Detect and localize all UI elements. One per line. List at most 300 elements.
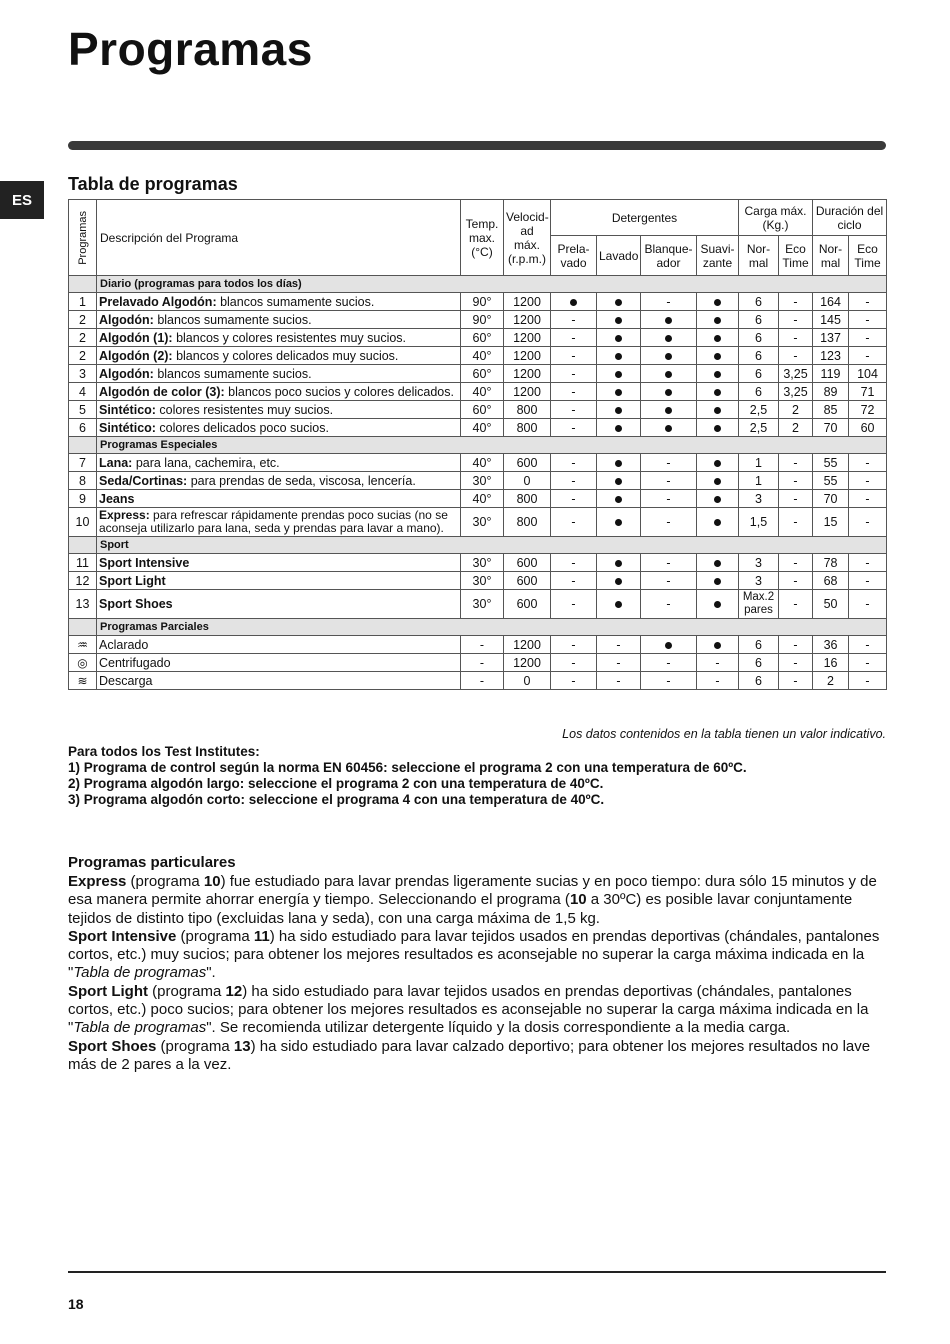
group-label: Programas Especiales [97,437,887,454]
bullet-dot-icon [615,425,622,432]
program-detail: blancos y colores resistentes muy sucios. [172,330,407,345]
prewash-cell: - [551,554,597,572]
bleach-cell [641,311,697,329]
bullet-dot-icon [714,425,721,432]
program-name: Lana: [99,455,133,470]
softener-cell [697,508,739,537]
bleach-cell [641,636,697,654]
program-number: 8 [69,472,97,490]
load-eco-cell: - [779,554,813,572]
temp-header: Temp. max. (°C) [461,200,504,276]
wash-cell [597,590,641,619]
load-eco-cell: - [779,508,813,537]
temp-cell: - [461,636,504,654]
bullet-dot-icon [665,389,672,396]
program-detail: para prendas de seda, viscosa, lencería. [187,473,416,488]
bullet-dot-icon [665,407,672,414]
speed-cell: 800 [504,490,551,508]
programs-header: Programas [69,200,97,276]
test-line: 3) Programa algodón corto: seleccione el programa 4 con una temperatura de 40ºC. [68,792,605,807]
table-row [69,590,887,619]
load-normal-cell: 6 [739,329,779,347]
softener-cell: - [697,672,739,690]
prewash-cell: - [551,572,597,590]
table-group-row [69,619,887,636]
section-title: Tabla de programas [68,174,238,194]
prewash-cell: - [551,654,597,672]
bleach-cell: - [641,554,697,572]
program-description [97,508,461,537]
sport-intensive-paragraph: Sport Intensive (programa 11) ha sido estudiado para lavar tejidos usados en prendas deportivas (chándales, pantalones cortos, etc.) muy sucios; para obtener los mejores resultados es aconsejable no superar la carga máxima indicada en la "Tabla de programas". [68,927,880,982]
program-description [97,383,461,401]
table-row [69,293,887,311]
load-eco-cell: - [779,347,813,365]
program-name: Sintético: [99,402,156,417]
duration-normal-cell: 68 [813,572,849,590]
bullet-dot-icon [714,578,721,585]
program-name: Algodón (2): [99,348,173,363]
duration-eco-header: Eco Time [849,236,887,276]
speed-cell: 1200 [504,383,551,401]
bleach-cell: - [641,672,697,690]
program-description [97,472,461,490]
bleach-cell: - [641,490,697,508]
prewash-cell: - [551,419,597,437]
load-eco-cell: - [779,654,813,672]
bullet-dot-icon [714,299,721,306]
duration-eco-cell: - [849,572,887,590]
program-description [97,590,461,619]
prewash-cell: - [551,672,597,690]
program-number: 2 [69,311,97,329]
program-description [97,490,461,508]
load-header: Carga máx. (Kg.) [739,200,813,236]
bleach-header: Blanque- ador [641,236,697,276]
program-detail: Centrifugado [99,655,171,670]
duration-normal-cell: 2 [813,672,849,690]
bullet-dot-icon [714,460,721,467]
load-eco-cell: - [779,293,813,311]
wash-cell [597,329,641,347]
softener-header: Suavi- zante [697,236,739,276]
program-name: Express: [99,508,150,522]
load-normal-cell: 6 [739,654,779,672]
duration-eco-cell: - [849,293,887,311]
softener-cell [697,572,739,590]
bullet-dot-icon [665,317,672,324]
temp-cell: 90° [461,293,504,311]
table-row [69,654,887,672]
load-eco-cell: - [779,672,813,690]
group-spacer [69,619,97,636]
duration-normal-cell: 50 [813,590,849,619]
duration-eco-cell: - [849,508,887,537]
load-normal-cell: 6 [739,636,779,654]
bullet-dot-icon [665,642,672,649]
load-normal-cell: 3 [739,554,779,572]
footer-divider [68,1271,886,1273]
load-normal-header: Nor- mal [739,236,779,276]
softener-cell [697,383,739,401]
bullet-dot-icon [615,299,622,306]
bleach-cell [641,401,697,419]
wash-cell [597,365,641,383]
speed-cell: 1200 [504,329,551,347]
table-group-row [69,537,887,554]
bullet-dot-icon [714,560,721,567]
prewash-cell: - [551,454,597,472]
bullet-dot-icon [615,371,622,378]
program-name: Prelavado Algodón: [99,294,217,309]
table-row [69,490,887,508]
duration-eco-cell: 60 [849,419,887,437]
load-normal-cell: 1 [739,472,779,490]
wash-cell [597,347,641,365]
load-normal-cell: 6 [739,365,779,383]
load-eco-header: Eco Time [779,236,813,276]
table-row [69,311,887,329]
program-number: 4 [69,383,97,401]
bullet-dot-icon [714,353,721,360]
temp-cell: 40° [461,454,504,472]
duration-normal-cell: 137 [813,329,849,347]
duration-normal-cell: 15 [813,508,849,537]
load-eco-cell: 2 [779,401,813,419]
page-title: Programas [68,23,313,75]
speed-cell: 800 [504,508,551,537]
program-number: 5 [69,401,97,419]
softener-cell [697,472,739,490]
detergents-header: Detergentes [551,200,739,236]
prewash-cell: - [551,347,597,365]
title-divider [68,141,886,150]
wash-cell [597,508,641,537]
table-row [69,472,887,490]
program-detail: blancos sumamente sucios. [153,312,312,327]
bleach-cell: - [641,293,697,311]
softener-cell [697,454,739,472]
wash-cell [597,490,641,508]
program-name: Seda/Cortinas: [99,473,188,488]
bleach-cell: - [641,472,697,490]
bullet-dot-icon [615,407,622,414]
wash-cell [597,383,641,401]
duration-normal-cell: 70 [813,490,849,508]
bullet-dot-icon [615,560,622,567]
load-eco-cell: - [779,590,813,619]
temp-cell: 30° [461,554,504,572]
program-description [97,636,461,654]
prewash-cell: - [551,590,597,619]
softener-cell [697,311,739,329]
bullet-dot-icon [615,460,622,467]
group-spacer [69,437,97,454]
duration-eco-cell: - [849,490,887,508]
temp-cell: 30° [461,590,504,619]
duration-normal-cell: 78 [813,554,849,572]
group-spacer [69,537,97,554]
duration-eco-cell: 71 [849,383,887,401]
speed-cell: 800 [504,419,551,437]
bullet-dot-icon [714,335,721,342]
test-line: 1) Programa de control según la norma EN 60456: seleccione el programa 2 con una temperatura de 60ºC. [68,760,747,775]
program-number: 1 [69,293,97,311]
temp-cell: 60° [461,329,504,347]
load-eco-cell: - [779,572,813,590]
speed-cell: 1200 [504,347,551,365]
program-description [97,554,461,572]
speed-cell: 0 [504,672,551,690]
duration-eco-cell: 104 [849,365,887,383]
table-row [69,347,887,365]
group-label: Sport [97,537,887,554]
bullet-dot-icon [615,389,622,396]
table-group-row [69,276,887,293]
wash-cell [597,419,641,437]
bullet-dot-icon [714,496,721,503]
bullet-dot-icon [615,519,622,526]
program-number: 13 [69,590,97,619]
load-normal-cell: 3 [739,490,779,508]
bullet-dot-icon [714,389,721,396]
softener-cell [697,636,739,654]
program-description [97,419,461,437]
prewash-cell [551,293,597,311]
load-eco-cell: - [779,311,813,329]
duration-normal-cell: 89 [813,383,849,401]
program-detail: para lana, cachemira, etc. [132,455,280,470]
bleach-cell: - [641,508,697,537]
speed-cell: 1200 [504,365,551,383]
speed-cell: 0 [504,472,551,490]
temp-cell: 40° [461,419,504,437]
drain-icon: ≋ [77,673,88,688]
duration-eco-cell: - [849,472,887,490]
page-number: 18 [68,1296,84,1312]
program-number: 10 [69,508,97,537]
table-row [69,419,887,437]
wash-cell: - [597,636,641,654]
indicative-note: Los datos contenidos en la tabla tienen un valor indicativo. [562,727,886,741]
program-description [97,329,461,347]
load-normal-cell: 6 [739,672,779,690]
program-name: Sport Intensive [99,555,190,570]
load-eco-cell: 3,25 [779,365,813,383]
program-number: 2 [69,329,97,347]
load-normal-cell: 2,5 [739,401,779,419]
softener-cell [697,490,739,508]
program-description [97,311,461,329]
programs-table [68,199,887,690]
load-eco-cell: - [779,329,813,347]
wash-header: Lavado [597,236,641,276]
temp-cell: - [461,654,504,672]
bleach-cell: - [641,654,697,672]
table-row [69,329,887,347]
program-name: Sport Light [99,573,166,588]
bleach-cell: - [641,572,697,590]
prewash-cell: - [551,401,597,419]
table-group-row [69,437,887,454]
softener-cell [697,401,739,419]
table-row [69,572,887,590]
prewash-cell: - [551,490,597,508]
softener-cell [697,365,739,383]
duration-normal-cell: 145 [813,311,849,329]
bullet-dot-icon [714,601,721,608]
bullet-dot-icon [615,353,622,360]
temp-cell: 90° [461,311,504,329]
program-detail: colores resistentes muy sucios. [155,402,334,417]
rinse-icon: ♒ [77,637,88,652]
bleach-cell [641,365,697,383]
wash-cell: - [597,654,641,672]
program-name: Algodón (1): [99,330,173,345]
description-header: Descripción del Programa [97,200,461,276]
wash-cell [597,311,641,329]
duration-eco-cell: - [849,329,887,347]
temp-cell: 60° [461,365,504,383]
load-eco-cell: - [779,472,813,490]
duration-eco-cell: - [849,590,887,619]
table-row [69,383,887,401]
program-name: Jeans [99,491,135,506]
speed-cell: 600 [504,554,551,572]
load-normal-cell: 1 [739,454,779,472]
speed-cell: 1200 [504,293,551,311]
load-eco-cell: 3,25 [779,383,813,401]
speed-cell: 1200 [504,311,551,329]
program-number: 11 [69,554,97,572]
program-number: 6 [69,419,97,437]
load-normal-cell: Max.2 pares [739,590,779,619]
bullet-dot-icon [570,299,577,306]
prewash-header: Prela- vado [551,236,597,276]
wash-cell [597,554,641,572]
softener-cell [697,329,739,347]
speed-cell: 1200 [504,636,551,654]
bullet-dot-icon [714,519,721,526]
speed-cell: 800 [504,401,551,419]
load-normal-cell: 6 [739,383,779,401]
program-detail: blancos sumamente sucios. [216,294,375,309]
speed-cell: 600 [504,454,551,472]
table-row [69,401,887,419]
program-description [97,365,461,383]
load-normal-cell: 6 [739,293,779,311]
bullet-dot-icon [665,335,672,342]
duration-eco-cell: - [849,454,887,472]
softener-cell [697,590,739,619]
bullet-dot-icon [615,496,622,503]
temp-cell: 60° [461,401,504,419]
bleach-cell: - [641,590,697,619]
prewash-cell: - [551,365,597,383]
test-line: 2) Programa algodón largo: seleccione el programa 2 con una temperatura de 40ºC. [68,776,604,791]
duration-eco-cell: - [849,654,887,672]
bullet-dot-icon [665,425,672,432]
sport-shoes-paragraph: Sport Shoes (programa 13) ha sido estudiado para lavar calzado deportivo; para obtener los mejores resultados no lave más de 2 pares a la vez. [68,1037,871,1073]
program-description [97,401,461,419]
language-tab: ES [0,181,44,219]
bullet-dot-icon [665,371,672,378]
bullet-dot-icon [615,478,622,485]
program-detail: blancos poco sucios y colores delicados. [224,384,454,399]
program-name: Algodón: [99,312,154,327]
prewash-cell: - [551,636,597,654]
prewash-cell: - [551,472,597,490]
duration-normal-cell: 16 [813,654,849,672]
group-spacer [69,276,97,293]
bullet-dot-icon [714,642,721,649]
express-paragraph: Express (programa 10) fue estudiado para lavar prendas ligeramente sucias y en poco tiempo: dura sólo 15 minutos y de esa manera permite ahorrar energía y tiempo. Seleccionando el programa (10 a 30ºC) es posible lavar conjuntamente tejidos de distinto tipo (excluidas lana y seda), con una carga máxima de 1,5 kg. [68,873,877,927]
program-description [97,293,461,311]
prewash-cell: - [551,329,597,347]
softener-cell: - [697,654,739,672]
table-row [69,554,887,572]
duration-normal-cell: 123 [813,347,849,365]
sport-light-paragraph: Sport Light (programa 12) ha sido estudiado para lavar tejidos usados en prendas deportivas (chándales, pantalones cortos, etc.) poco sucios; para obtener los mejores resultados es aconsejable no superar la carga máxima indicada en la "Tabla de programas". Se recomienda utilizar detergente líquido y la dosis correspondiente a la media carga. [68,982,869,1037]
bleach-cell [641,329,697,347]
program-number: 2 [69,347,97,365]
prewash-cell: - [551,311,597,329]
duration-eco-cell: - [849,672,887,690]
prewash-cell: - [551,508,597,537]
program-description [97,347,461,365]
program-number: 3 [69,365,97,383]
bullet-dot-icon [615,317,622,324]
bullet-dot-icon [665,353,672,360]
duration-normal-cell: 70 [813,419,849,437]
speed-cell: 600 [504,590,551,619]
bullet-dot-icon [714,371,721,378]
program-detail: blancos sumamente sucios. [153,366,312,381]
table-row [69,365,887,383]
bullet-dot-icon [714,407,721,414]
program-name: Sport Shoes [99,597,173,611]
table-row [69,454,887,472]
test-line: Para todos los Test Institutes: [68,744,260,759]
program-description [97,672,461,690]
duration-eco-cell: - [849,347,887,365]
load-normal-cell: 1,5 [739,508,779,537]
temp-cell: 40° [461,383,504,401]
bleach-cell [641,347,697,365]
particular-programs-text [68,873,886,1074]
bullet-dot-icon [615,335,622,342]
temp-cell: 30° [461,572,504,590]
bullet-dot-icon [714,317,721,324]
duration-normal-cell: 55 [813,454,849,472]
wash-cell: - [597,672,641,690]
softener-cell [697,293,739,311]
duration-eco-cell: 72 [849,401,887,419]
table-row [69,508,887,537]
load-eco-cell: - [779,490,813,508]
wash-cell [597,472,641,490]
duration-header: Duración del ciclo [813,200,887,236]
program-description [97,454,461,472]
speed-header: Velocid- ad máx. (r.p.m.) [504,200,551,276]
spin-icon: ◎ [77,655,88,670]
bleach-cell: - [641,454,697,472]
softener-cell [697,347,739,365]
wash-cell [597,293,641,311]
duration-eco-cell: - [849,636,887,654]
bullet-dot-icon [714,478,721,485]
program-detail: para refrescar rápidamente prendas poco sucias (no se aconseja utilizarlo para lana, seda y prendas para lavar a mano). [99,508,448,535]
load-eco-cell: - [779,454,813,472]
